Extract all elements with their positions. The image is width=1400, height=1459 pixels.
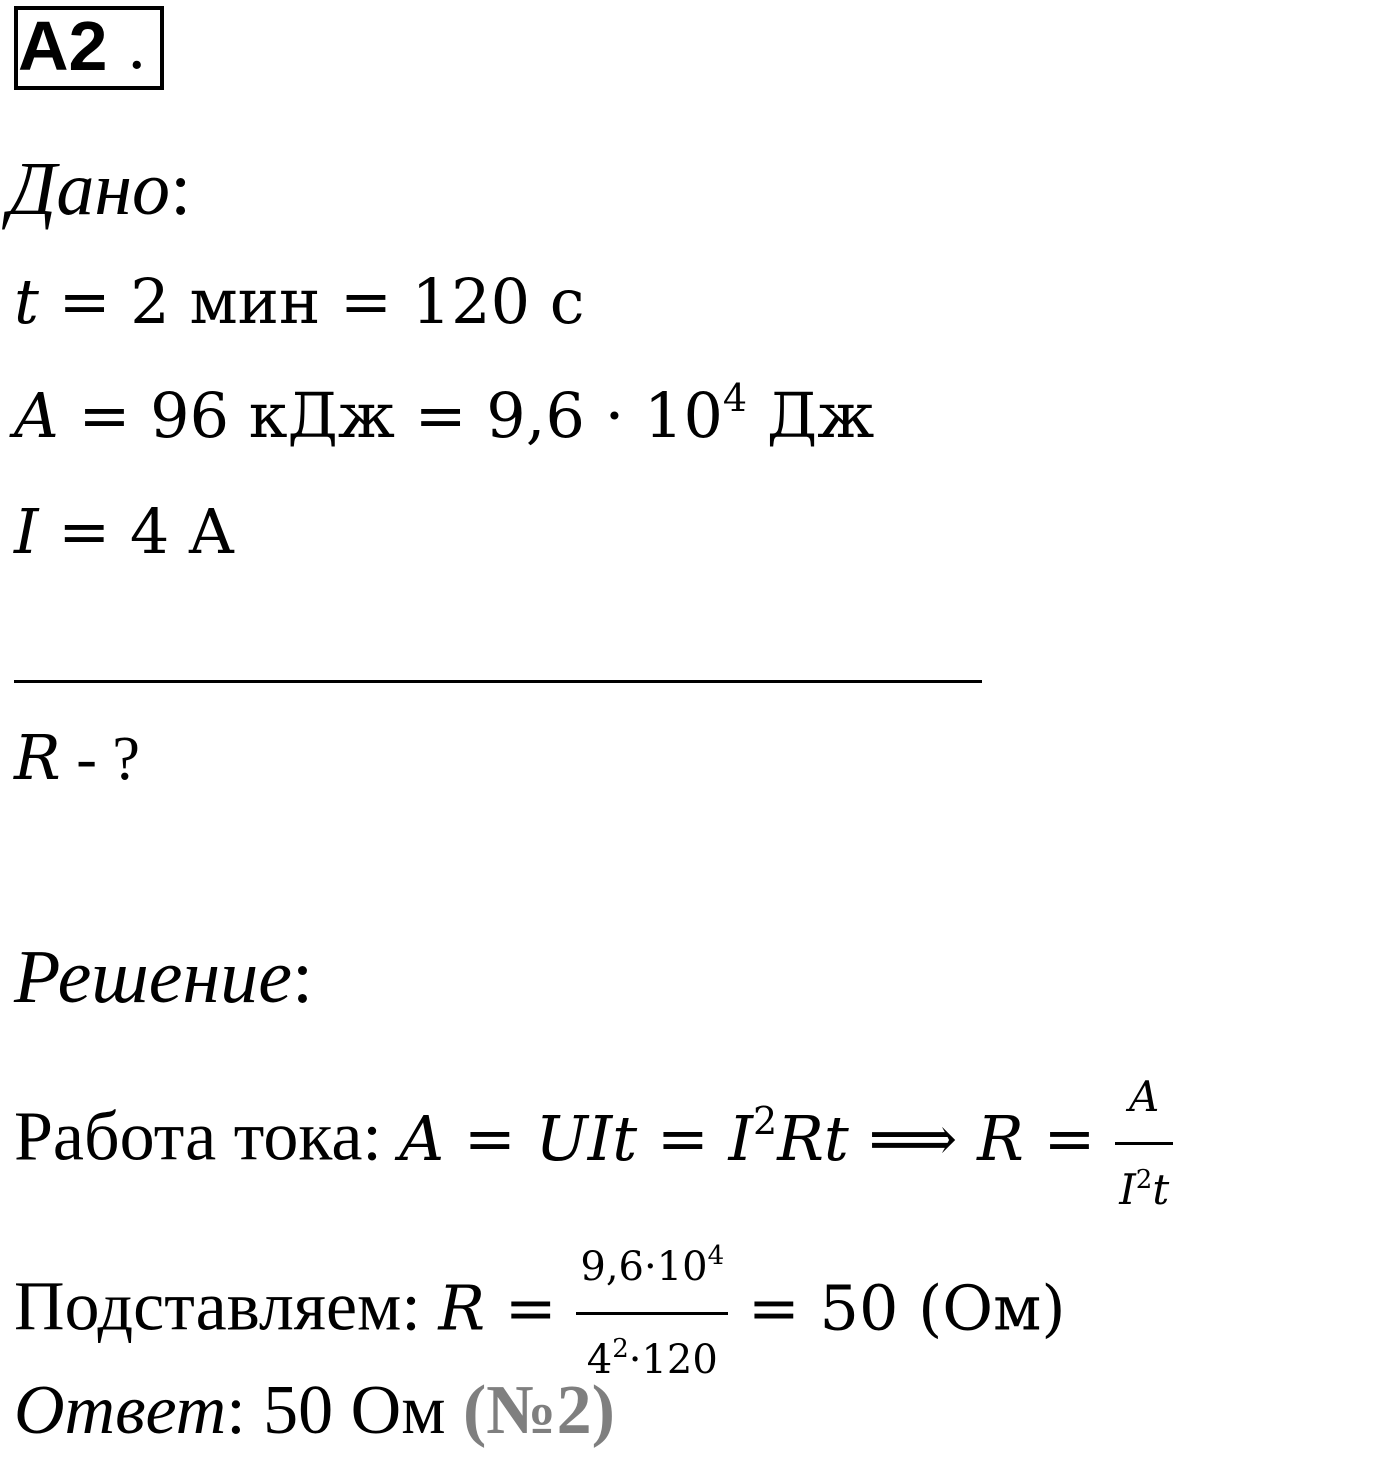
solution-line-substitution-label: Подставляем: bbox=[14, 1268, 439, 1346]
formula-var-a: A bbox=[399, 1101, 445, 1175]
given-line-time-value: = 2 мин = 120 с bbox=[38, 265, 585, 338]
formula-uit-i: = UIt = I bbox=[444, 1101, 754, 1175]
task-number-dot: . bbox=[128, 7, 146, 84]
answer-value: 50 Ом bbox=[245, 1372, 463, 1449]
substitution-numerator bbox=[576, 1222, 728, 1312]
substitution-den-rest: ·120 bbox=[628, 1337, 718, 1383]
fraction-numerator: A bbox=[1129, 1072, 1160, 1121]
task-number: A2 bbox=[18, 7, 108, 85]
fraction-den-exponent: 2 bbox=[1135, 1165, 1153, 1195]
solution-line-formula-label: Работа тока: bbox=[14, 1098, 400, 1176]
substitution-equals: = bbox=[485, 1271, 577, 1345]
var-i: I bbox=[14, 495, 39, 568]
substitution-lhs bbox=[438, 1272, 576, 1345]
answer-colon: : bbox=[226, 1372, 246, 1449]
formula-equals: = bbox=[1023, 1101, 1116, 1175]
substitution-result: = 50 (Ом) bbox=[728, 1271, 1066, 1345]
find-line bbox=[14, 718, 140, 799]
given-line-current-value: = 4 A bbox=[38, 495, 234, 568]
given-line-work-unit: Дж bbox=[747, 379, 875, 452]
given-line-time bbox=[14, 262, 584, 342]
var-t: t bbox=[14, 265, 39, 338]
var-r: R bbox=[14, 721, 61, 794]
solution-heading-text: Решение bbox=[14, 935, 292, 1019]
formula-exponent: 2 bbox=[753, 1098, 778, 1143]
substitution-var-r: R bbox=[438, 1271, 485, 1345]
substitution-num-exponent: 4 bbox=[707, 1241, 725, 1271]
answer-label: Ответ bbox=[14, 1372, 227, 1449]
given-heading-text: Дано bbox=[8, 147, 171, 231]
implies-arrow: ⟹ bbox=[848, 1101, 978, 1175]
answer-line bbox=[14, 1366, 615, 1456]
solution-heading-colon: : bbox=[291, 935, 314, 1019]
substitution-den-base: 4 bbox=[586, 1337, 613, 1383]
fraction-denominator bbox=[1115, 1145, 1173, 1235]
formula-fraction bbox=[1115, 1052, 1173, 1235]
find-question: - ? bbox=[60, 725, 140, 793]
given-line-work bbox=[14, 376, 874, 456]
fraction-den-t: t bbox=[1152, 1165, 1170, 1214]
formula-work bbox=[399, 1098, 1116, 1175]
fraction-den-i: I bbox=[1119, 1165, 1136, 1214]
given-line-current bbox=[14, 492, 234, 572]
given-separator-line bbox=[14, 680, 982, 683]
given-line-work-value: = 96 кДж = 9,6 · 10 bbox=[58, 379, 723, 452]
given-line-work-exponent: 4 bbox=[722, 376, 748, 420]
solution-heading bbox=[14, 934, 313, 1021]
substitution-den-exponent: 2 bbox=[612, 1334, 629, 1364]
answer-reference: (№2) bbox=[463, 1372, 615, 1449]
formula-var-r: R bbox=[977, 1101, 1024, 1175]
substitution-num-base: 9,6·10 bbox=[580, 1244, 708, 1290]
var-a: A bbox=[14, 379, 59, 452]
given-heading-colon: : bbox=[170, 147, 192, 231]
formula-rt: Rt bbox=[777, 1101, 849, 1175]
given-heading bbox=[8, 146, 191, 233]
solution-line-formula bbox=[14, 1052, 1173, 1235]
